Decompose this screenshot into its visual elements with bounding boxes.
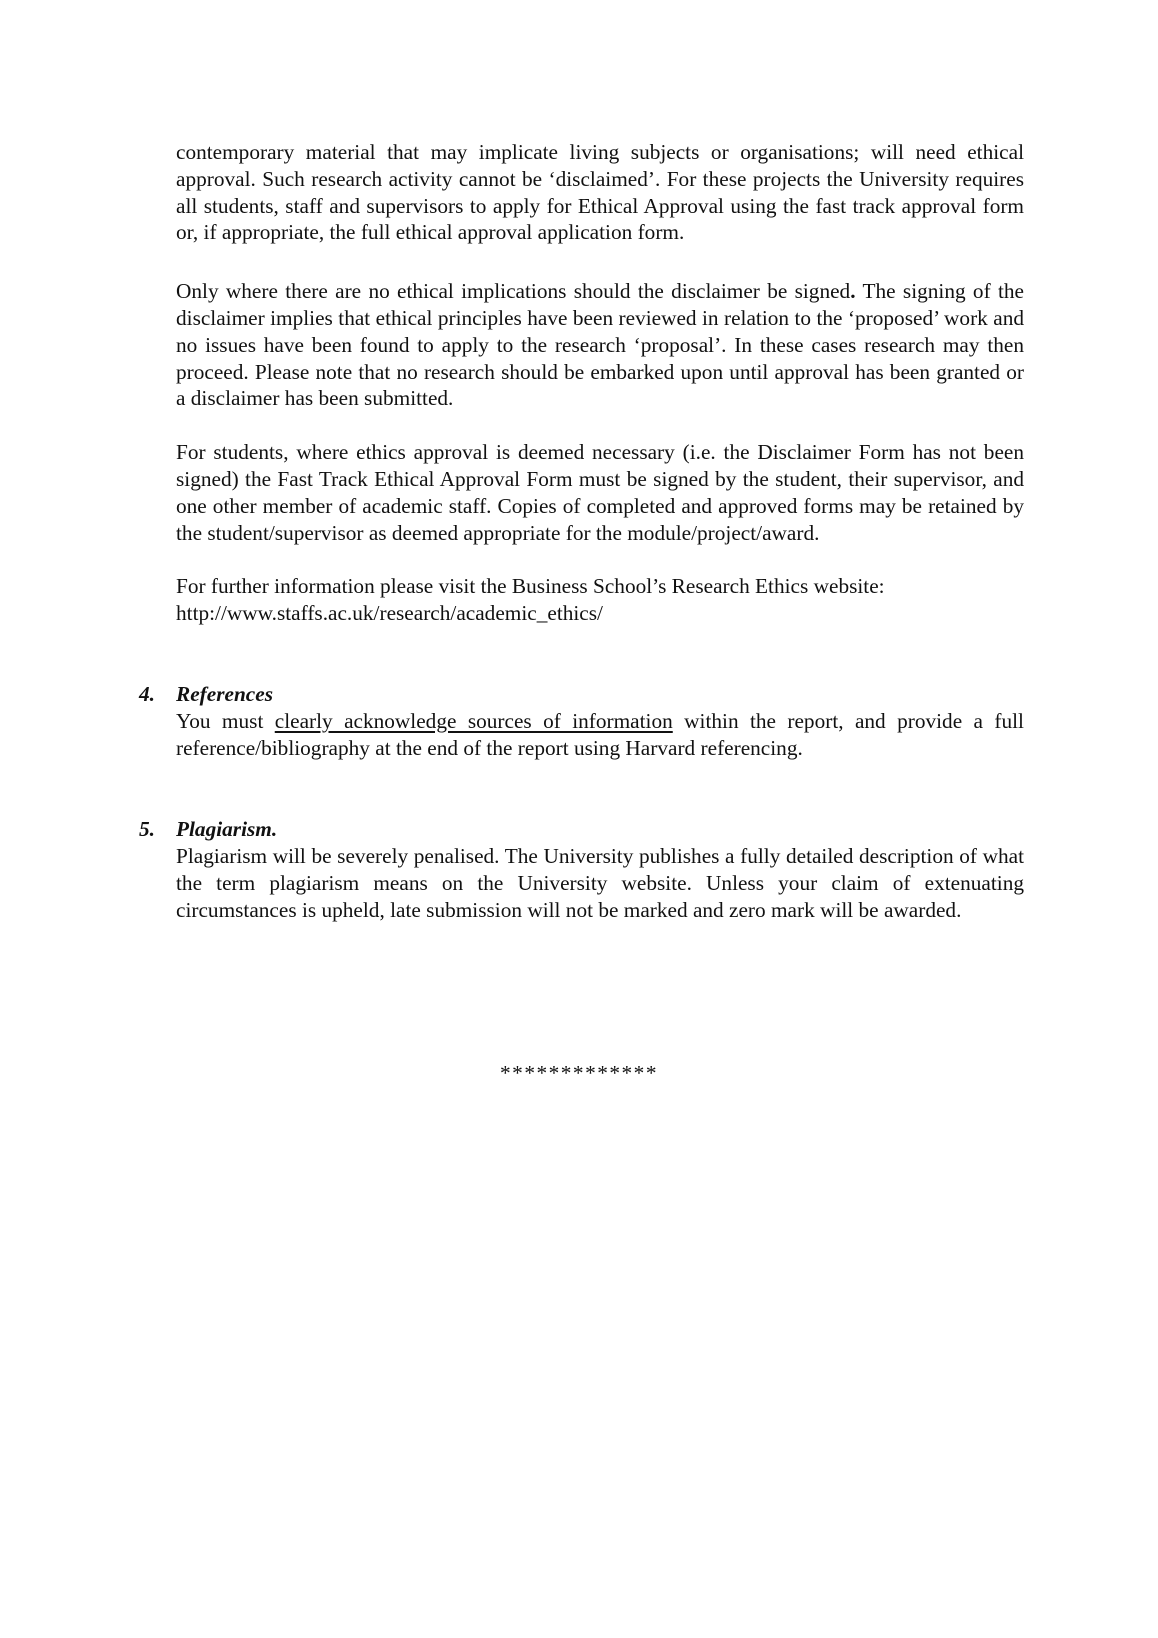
end-of-document-marker: ************* (500, 1061, 658, 1085)
plagiarism-heading: Plagiarism. (176, 817, 278, 842)
document-body (139, 139, 1025, 924)
references-text-before: You must (176, 708, 275, 733)
references-heading: References (176, 681, 273, 706)
ethics-paragraph-1: contemporary material that may implicate living subjects or organisations; will need ethical approval. Such research activity cannot be ‘disclaimed’. For these projects the University requires all students, staff and supervisors to apply for Ethical Approval using the fast track approval form or, if appropriate, the full ethical approval application form. (176, 140, 1024, 245)
plagiarism-text: Plagiarism will be severely penalised. The University publishes a fully detailed description of what the term plagiarism means on the University website. Unless your claim of extenuating circumstances is upheld, late submission will not be marked and zero mark will be awarded. (176, 844, 1024, 922)
references-number: 4. (139, 681, 155, 706)
plagiarism-number: 5. (139, 817, 155, 842)
ethics-website-intro: For further information please visit the Business School’s Research Ethics website: (176, 574, 885, 599)
plagiarism-section (139, 816, 1024, 923)
references-text-after: within the report, and provide a full reference/bibliography at the end of the report using Harvard referencing. (176, 708, 1024, 760)
references-underlined-text: clearly acknowledge sources of information (274, 708, 673, 733)
ethics-paragraph-4 (176, 573, 1024, 627)
ethics-paragraph-2-dot: . (850, 279, 856, 304)
ethics-paragraph-2-start: Only where there are no ethical implications should the disclaimer be signed (176, 279, 851, 304)
ethics-paragraph-2-rest: The signing of the disclaimer implies that ethical principles have been reviewed in relation to the ‘proposed’ work and no issues have been found to apply to the research ‘proposal’. In these cases research may then proceed. Please note that no research should be embarked upon until approval has been granted or a disclaimer has been submitted. (176, 279, 1025, 411)
references-section (139, 681, 1024, 761)
references-text (176, 708, 1024, 762)
ethics-paragraph-2 (176, 278, 1024, 412)
ethics-website-url: http://www.staffs.ac.uk/research/academic_ethics/ (176, 601, 603, 626)
ethics-paragraph-3: For students, where ethics approval is deemed necessary (i.e. the Disclaimer Form has not been signed) the Fast Track Ethical Approval Form must be signed by the student, their supervisor, and one other member of academic staff. Copies of completed and approved forms may be retained by the student/supervisor as deemed appropriate for the module/project/award. (176, 440, 1024, 545)
